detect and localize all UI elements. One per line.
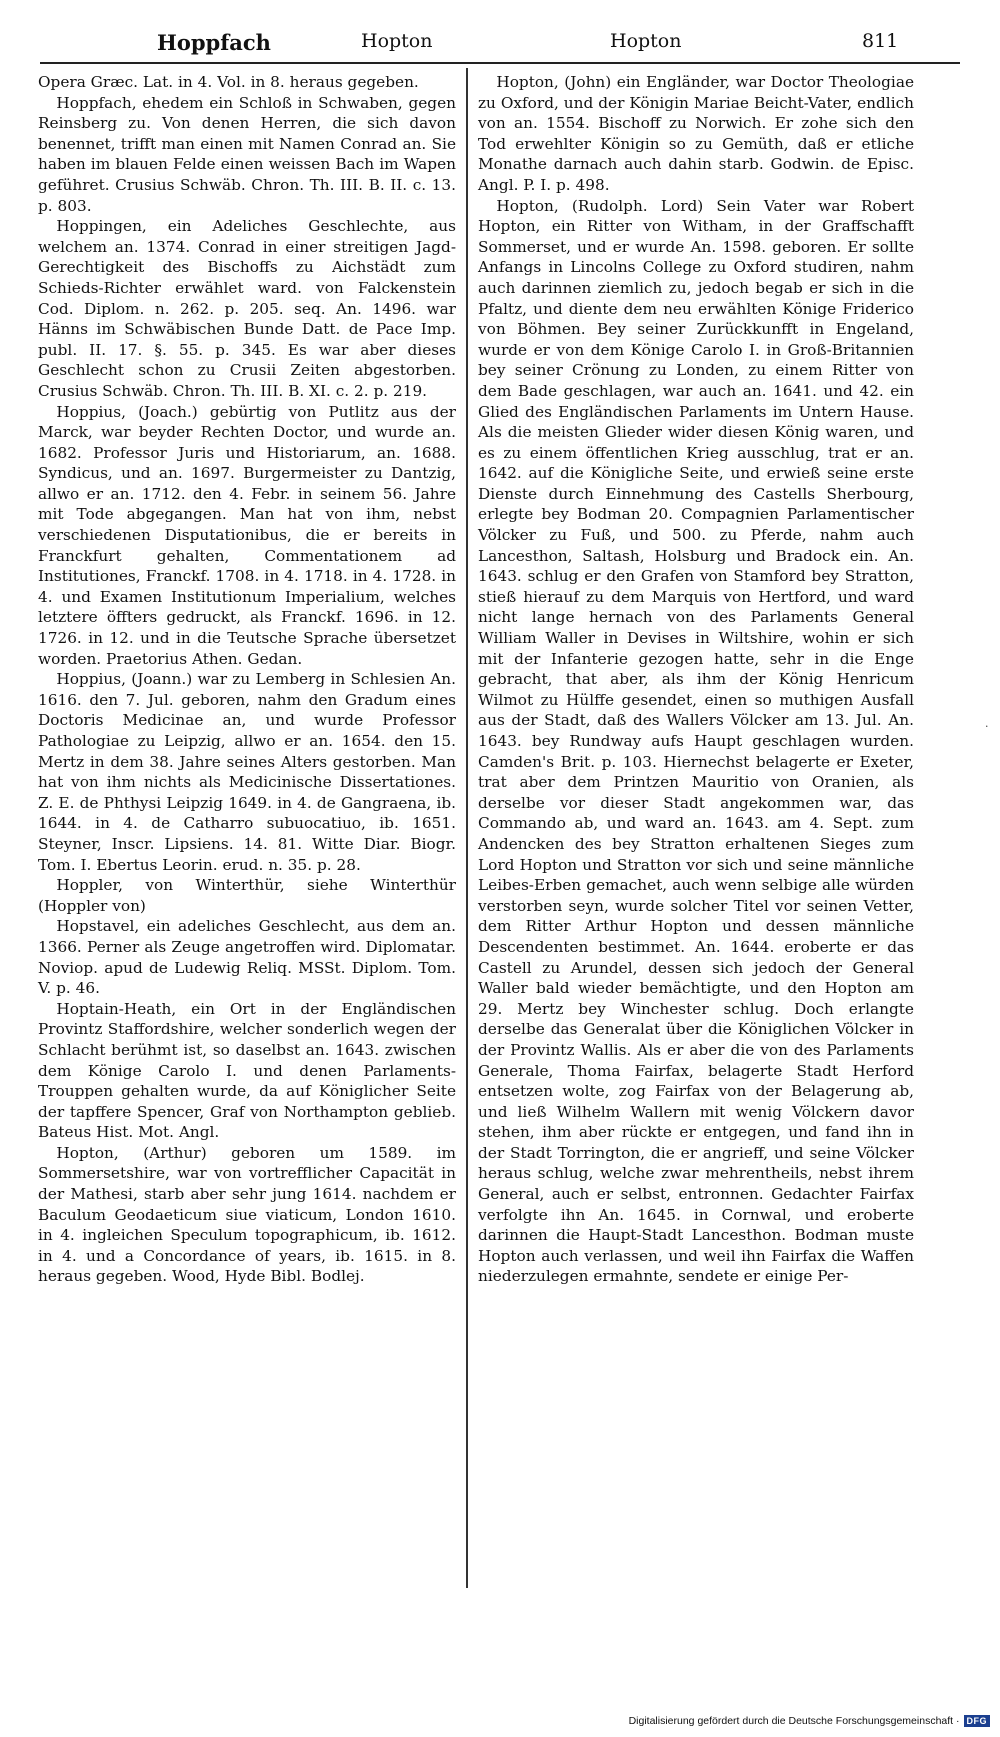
dfg-logo: DFG xyxy=(964,1715,991,1727)
footer-credit: Digitalisierung gefördert durch die Deutsche Forschungsgemeinschaft · xyxy=(628,1715,960,1727)
catchword: Hoppfach xyxy=(157,30,271,55)
entry-text: Hopton, (Arthur) geboren um 1589. im Sommersetshire, war von vortrefflicher Capacität in der Mathesi, starb aber sehr jung 1614. nachdem er Baculum Geodaeticum siue viaticum, London 1610. in 4. ingleichen Speculum topographicum, ib. 1612. in 4. und a Concordance of years, ib. 1615. in 8. heraus gegeben. Wood, Hyde Bibl. Bodlej. xyxy=(38,1143,456,1286)
entry-text: Opera Græc. Lat. in 4. Vol. in 8. heraus gegeben. xyxy=(38,73,419,91)
entry-text: Hopton, (Rudolph. Lord) Sein Vater war Robert Hopton, ein Ritter von Witham, in der Graffschafft Sommerset, und er wurde An. 1598. geboren. Er sollte Anfangs in Lincolns College zu Oxford studiren, nahm auch darinnen ziemlich zu, jedoch begab er sich in die Pfaltz, und diente dem neu erwählten Könige Friderico von Böhmen. Bey seiner Zurückkunfft in Engeland, wurde er von dem Könige Carolo I. in Groß-Britannien bey seiner Crönung zu Londen, zu einem Ritter von dem Bade geschlagen, war auch an. 1641. und 42. ein Glied des Engländischen Parlaments im Untern Hause. Als die meisten Glieder wider diesen König waren, und es zu einem öffentlichen Krieg ausschlug, trat er an. 1642. auf die Königliche Seite, und erwieß seine erste Dienste durch Einnehmung des Castells Sherbourg, erlegte bey Bodman 20. Compagnien Parlamentischer Völcker zu Fuß, und 500. zu Pferde, nahm auch Lancesthon, Saltash, Holsburg und Bradock ein. An. 1643. schlug er den Grafen von Stamford bey Stratton, stieß hierauf zu dem Marquis von Hertford, und ward nicht lange hernach von des Parlaments General William Waller in Devises in Wiltshire, wohin er sich mit der Infanterie gezogen hatte, sehr in die Enge gebracht, that aber, als ihm der König Henricum Wilmot zu Hülffe gesendet, einen so muthigen Ausfall aus der Stadt, daß des Wallers Völcker am 13. Jul. An. 1643. bey Rundway aufs Haupt geschlagen wurden. Camden's Brit. p. 103. Hiernechst belagerte er Exeter, trat aber dem Printzen Mauritio von Oranien, als derselbe vor dieser Stadt angekommen war, das Commando ab, und ward an. 1643. am 4. Sept. zum Andencken des bey Stratton erhaltenen Sieges zum Lord Hopton und Stratton vor sich und seine männliche Leibes-Erben gemachet, auch wenn selbige alle würden verstorben seyn, wurde solcher Titel vor seinen Vetter, dem Ritter Arthur Hopton und dessen männliche Descendenten bestimmet. An. 1644. eroberte er das Castell zu Arundel, dessen sich jedoch der General Waller bald wieder bemächtigte, und den Hopton am 29. Mertz bey Winchester schlug. Doch erlangte derselbe das Generalat über die Königlichen Völcker in der Provintz Wallis. Als er aber die von des Parlaments Generale, Thoma Fairfax, belagerte Stadt Herford entsetzen wolte, zog Fairfax von der Belagerung ab, und ließ Wilhelm Wallern mit wenig Völckern davor stehen, ihm aber rückte er entgegen, und fand ihn in der Stadt Torrington, die er angrieff, und seine Völcker heraus schlug, welche zwar mehrentheils, nebst ihrem General, auch er selbst, entronnen. Gedachter Fairfax verfolgte ihn An. 1645. in Cornwal, und eroberte darinnen die Haupt-Stadt Lancesthon. Bodman muste Hopton auch verlassen, und weil ihn Fairfax die Waffen niederzulegen ermahnte, sendete er einige Per- xyxy=(478,196,914,1286)
left-column xyxy=(38,72,456,1287)
entry-text: Hoppius, (Joann.) war zu Lemberg in Schlesien An. 1616. den 7. Jul. geboren, nahm den Gradum eines Doctoris Medicinae an, und wurde Professor Pathologiae zu Leipzig, allwo er an. 1654. den 15. Mertz in dem 38. Jahre seines Alters gestorben. Man hat von ihm nichts als Medicinische Dissertationes. Z. E. de Phthysi Leipzig 1649. in 4. de Gangraena, ib. 1644. in 4. de Catharro subuocatiuo, ib. 1651. Steyner, Inscr. Lipsiens. 14. 81. Witte Diar. Biogr. Tom. I. Ebertus Leorin. erud. n. 35. p. 28. xyxy=(38,670,456,874)
entry-text: Hopton, (John) ein Engländer, war Doctor Theologiae zu Oxford, und der Königin Mariae Beicht-Vater, endlich von an. 1554. Bischoff zu Norwich. Er zohe sich den Tod erwehlter Königin so zu Gemüth, daß er etliche Monathe darnach auch dahin starb. Godwin. de Episc. Angl. P. I. p. 498. xyxy=(478,73,914,194)
entry-text: Hoppler, von Winterthür, siehe Winterthür (Hoppler von) xyxy=(38,876,456,915)
entry-text: Hoptain-Heath, ein Ort in der Engländischen Provintz Staffordshire, welcher sonderlich wegen der Schlacht berühmt ist, so daselbst an. 1643. zwischen dem Könige Carolo I. und denen Parlaments-Trouppen gehalten wurde, da auf Königlicher Seite der tapffere Spencer, Graf von Northampton geblieb. Bateus Hist. Mot. Angl. xyxy=(38,999,456,1142)
header-rule xyxy=(40,62,960,64)
column-divider xyxy=(466,68,468,1588)
page-number: 811 xyxy=(862,30,899,52)
digitization-footer xyxy=(629,1713,990,1729)
entry-text: Hoppius, (Joach.) gebürtig von Putlitz aus der Marck, war beyder Rechten Doctor, und wurde an. 1682. Professor Juris und Historiarum, an. 1688. Syndicus, und an. 1697. Burgermeister zu Dantzig, allwo er an. 1712. den 4. Febr. in seinem 56. Jahre mit Tode abgegangen. Man hat von ihm, nebst verschiedenen Disputationibus, die er bereits in Franckfurt gehalten, Commentationem ad Institutiones, Franckf. 1708. in 4. 1718. in 4. 1728. in 4. und Examen Institutionum Imperialium, welches letztere öffters gedruckt, als Franckf. 1696. in 12. 1726. in 12. und in die Teutsche Sprache übersetzet worden. Praetorius Athen. Gedan. xyxy=(38,402,456,668)
header-title-right: Hopton xyxy=(610,30,682,52)
entry-text: Hoppfach, ehedem ein Schloß in Schwaben, gegen Reinsberg zu. Von denen Herren, die sich davon benennet, trifft man einen mit Namen Conrad an. Sie haben im blauen Felde einen weissen Bach im Wapen geführet. Crusius Schwäb. Chron. Th. III. B. II. c. 13. p. 803. xyxy=(38,93,456,215)
right-column xyxy=(478,72,914,1287)
entry-text: Hopstavel, ein adeliches Geschlecht, aus dem an. 1366. Perner als Zeuge angetroffen wird. Diplomatar. Noviop. apud de Ludewig Reliq. MSSt. Diplom. Tom. V. p. 46. xyxy=(38,917,456,998)
margin-mark: · xyxy=(985,720,989,733)
entry-text: Hoppingen, ein Adeliches Geschlechte, aus welchem an. 1374. Conrad in einer streitigen Jagd-Gerechtigkeit des Bischoffs zu Aichstädt zum Schieds-Richter erwählet ward. von Falckenstein Cod. Diplom. n. 262. p. 205. seq. An. 1496. war Hänns im Schwäbischen Bunde Datt. de Pace Imp. publ. II. 17. §. 55. p. 345. Es war aber dieses Geschlecht schon zu Crusii Zeiten abgestorben. Crusius Schwäb. Chron. Th. III. B. XI. c. 2. p. 219. xyxy=(38,217,456,400)
header-title-left: Hopton xyxy=(361,30,433,52)
